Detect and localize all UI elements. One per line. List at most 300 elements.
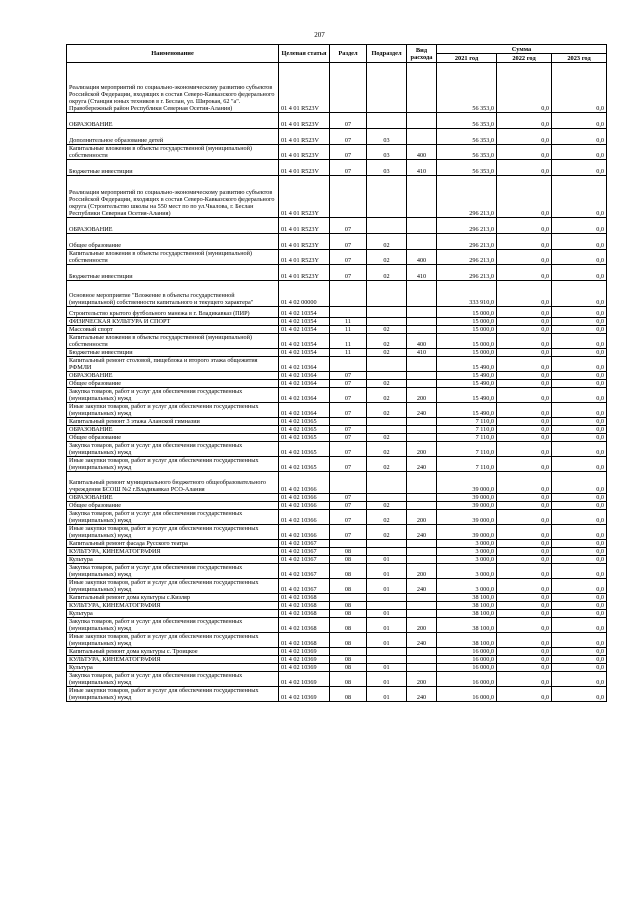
- cell-kind: 240: [407, 457, 437, 472]
- cell-subsection: 02: [367, 388, 407, 403]
- cell-kind: 400: [407, 145, 437, 160]
- cell-2022: 0,0: [497, 579, 552, 594]
- cell-target: 01 4 02 10366: [279, 525, 330, 540]
- cell-2023: 0,0: [552, 318, 607, 326]
- cell-section: [330, 63, 367, 113]
- cell-target: 01 4 02 10365: [279, 457, 330, 472]
- cell-section: 11: [330, 326, 367, 334]
- cell-subsection: 02: [367, 265, 407, 281]
- cell-2023: 0,0: [552, 472, 607, 494]
- cell-2022: 0,0: [497, 326, 552, 334]
- cell-2022: 0,0: [497, 281, 552, 307]
- cell-2022: 0,0: [497, 380, 552, 388]
- cell-subsection: 03: [367, 129, 407, 145]
- cell-kind: 240: [407, 525, 437, 540]
- cell-2021: 296 213,0: [437, 234, 497, 250]
- cell-name: Закупка товаров, работ и услуг для обеспечения государственных (муниципальных) нужд: [67, 442, 279, 457]
- cell-kind: 240: [407, 403, 437, 418]
- cell-2022: 0,0: [497, 63, 552, 113]
- table-row: [67, 426, 607, 434]
- cell-section: 11: [330, 349, 367, 357]
- cell-2023: 0,0: [552, 357, 607, 372]
- cell-2023: 0,0: [552, 265, 607, 281]
- cell-name: Иные закупки товаров, работ и услуг для обеспечения государственных (муниципальных) нужд: [67, 633, 279, 648]
- cell-kind: [407, 494, 437, 502]
- cell-section: 08: [330, 618, 367, 633]
- cell-target: 01 4 02 10364: [279, 357, 330, 372]
- cell-2023: 0,0: [552, 602, 607, 610]
- cell-2021: 7 110,0: [437, 426, 497, 434]
- cell-2021: 3 000,0: [437, 556, 497, 564]
- cell-target: 01 4 02 10364: [279, 403, 330, 418]
- cell-2022: 0,0: [497, 357, 552, 372]
- cell-2023: 0,0: [552, 403, 607, 418]
- cell-name: КУЛЬТУРА, КИНЕМАТОГРАФИЯ: [67, 602, 279, 610]
- table-row: [67, 265, 607, 281]
- cell-name: Основное мероприятие "Вложение в объекты государственной (муниципальной) собственности капитального и текущего характера": [67, 281, 279, 307]
- cell-name: Закупка товаров, работ и услуг для обеспечения государственных (муниципальных) нужд: [67, 618, 279, 633]
- cell-2021: 296 213,0: [437, 265, 497, 281]
- cell-2023: 0,0: [552, 372, 607, 380]
- cell-name: Дополнительное образование детей: [67, 129, 279, 145]
- cell-2023: 0,0: [552, 326, 607, 334]
- cell-2021: 15 490,0: [437, 372, 497, 380]
- cell-2023: 0,0: [552, 418, 607, 426]
- cell-2023: 0,0: [552, 494, 607, 502]
- cell-2023: 0,0: [552, 672, 607, 687]
- cell-kind: 200: [407, 388, 437, 403]
- cell-name: ОБРАЗОВАНИЕ: [67, 372, 279, 380]
- cell-section: 07: [330, 494, 367, 502]
- table-row: [67, 403, 607, 418]
- cell-2022: 0,0: [497, 457, 552, 472]
- cell-section: 11: [330, 334, 367, 349]
- cell-section: 07: [330, 145, 367, 160]
- cell-2022: 0,0: [497, 160, 552, 176]
- cell-2023: 0,0: [552, 687, 607, 702]
- cell-target: 01 4 02 10368: [279, 610, 330, 618]
- cell-subsection: 01: [367, 664, 407, 672]
- table-row: [67, 610, 607, 618]
- cell-target: 01 4 01 R523Y: [279, 176, 330, 218]
- cell-kind: 240: [407, 579, 437, 594]
- table-row: [67, 472, 607, 494]
- cell-2022: 0,0: [497, 472, 552, 494]
- cell-name: Капитальные вложения в объекты государственной (муниципальной) собственности: [67, 334, 279, 349]
- cell-name: Капитальный ремонт столовой, пищеблока и второго этажа общежития РФМЛИ: [67, 357, 279, 372]
- cell-kind: [407, 540, 437, 548]
- cell-kind: [407, 434, 437, 442]
- cell-name: Бюджетные инвестиции: [67, 160, 279, 176]
- cell-name: ОБРАЗОВАНИЕ: [67, 494, 279, 502]
- table-row: [67, 234, 607, 250]
- cell-name: Общее образование: [67, 234, 279, 250]
- cell-2023: 0,0: [552, 334, 607, 349]
- cell-2023: 0,0: [552, 388, 607, 403]
- cell-2022: 0,0: [497, 388, 552, 403]
- cell-2023: 0,0: [552, 502, 607, 510]
- cell-section: [330, 176, 367, 218]
- cell-target: 01 4 02 10369: [279, 672, 330, 687]
- cell-section: [330, 307, 367, 318]
- cell-2021: 56 353,0: [437, 145, 497, 160]
- cell-name: Капитальный ремонт муниципального бюджетного общеобразовательного учреждения БСОШ №2 г.Владикавказ РСО-Алания: [67, 472, 279, 494]
- cell-2021: 15 490,0: [437, 403, 497, 418]
- table-row: [67, 334, 607, 349]
- cell-2022: 0,0: [497, 113, 552, 129]
- cell-name: Капитальный ремонт фасада Русского театра: [67, 540, 279, 548]
- cell-subsection: 02: [367, 502, 407, 510]
- cell-target: 01 4 02 10369: [279, 687, 330, 702]
- header-2021: 2021 год: [437, 54, 497, 63]
- cell-subsection: [367, 594, 407, 602]
- cell-target: 01 4 02 10366: [279, 494, 330, 502]
- cell-2022: 0,0: [497, 510, 552, 525]
- cell-target: 01 4 01 R523Y: [279, 234, 330, 250]
- cell-kind: [407, 318, 437, 326]
- cell-name: Бюджетные инвестиции: [67, 349, 279, 357]
- cell-subsection: 02: [367, 525, 407, 540]
- cell-target: 01 4 01 R523Y: [279, 250, 330, 265]
- cell-target: 01 4 02 10364: [279, 372, 330, 380]
- cell-2022: 0,0: [497, 594, 552, 602]
- cell-2021: 39 000,0: [437, 494, 497, 502]
- cell-2022: 0,0: [497, 176, 552, 218]
- cell-section: [330, 594, 367, 602]
- cell-subsection: 02: [367, 334, 407, 349]
- cell-2021: 15 000,0: [437, 318, 497, 326]
- cell-2023: 0,0: [552, 525, 607, 540]
- cell-section: 07: [330, 380, 367, 388]
- cell-section: 07: [330, 234, 367, 250]
- cell-subsection: 03: [367, 145, 407, 160]
- cell-kind: [407, 129, 437, 145]
- cell-2021: 39 000,0: [437, 472, 497, 494]
- cell-target: 01 4 02 10354: [279, 349, 330, 357]
- table-row: [67, 494, 607, 502]
- table-row: [67, 564, 607, 579]
- cell-section: 07: [330, 426, 367, 434]
- cell-kind: [407, 113, 437, 129]
- cell-2022: 0,0: [497, 145, 552, 160]
- table-row: [67, 388, 607, 403]
- cell-name: Реализация мероприятий по социально-экономическому развитию субъектов Российской Федерации, входящих в состав Северо-Кавказского федерального округа (Строительство школы на 550 мест по по ул.Чкалова, г. Беслан Республики Северная Осетия-Алания): [67, 176, 279, 218]
- cell-subsection: 01: [367, 618, 407, 633]
- table-row: [67, 510, 607, 525]
- cell-kind: [407, 426, 437, 434]
- cell-target: 01 4 01 R523V: [279, 145, 330, 160]
- table-row: [67, 281, 607, 307]
- table-row: [67, 349, 607, 357]
- cell-section: 07: [330, 525, 367, 540]
- cell-2021: 3 000,0: [437, 579, 497, 594]
- cell-2021: 3 000,0: [437, 564, 497, 579]
- cell-section: 07: [330, 218, 367, 234]
- cell-section: 08: [330, 564, 367, 579]
- cell-2022: 0,0: [497, 633, 552, 648]
- table-row: [67, 434, 607, 442]
- cell-2021: 15 490,0: [437, 357, 497, 372]
- cell-2021: 15 490,0: [437, 380, 497, 388]
- cell-2023: 0,0: [552, 579, 607, 594]
- cell-2022: 0,0: [497, 234, 552, 250]
- table-row: [67, 63, 607, 113]
- cell-2021: 16 000,0: [437, 664, 497, 672]
- cell-2022: 0,0: [497, 656, 552, 664]
- cell-kind: [407, 594, 437, 602]
- cell-2023: 0,0: [552, 510, 607, 525]
- cell-2021: 15 490,0: [437, 388, 497, 403]
- cell-2022: 0,0: [497, 334, 552, 349]
- cell-name: Иные закупки товаров, работ и услуг для обеспечения государственных (муниципальных) нужд: [67, 457, 279, 472]
- budget-table: [66, 44, 607, 702]
- cell-2022: 0,0: [497, 548, 552, 556]
- cell-name: Иные закупки товаров, работ и услуг для обеспечения государственных (муниципальных) нужд: [67, 525, 279, 540]
- cell-section: 07: [330, 372, 367, 380]
- cell-section: 08: [330, 633, 367, 648]
- cell-section: [330, 357, 367, 372]
- cell-subsection: 02: [367, 403, 407, 418]
- header-target: Целевая статья: [279, 45, 330, 63]
- cell-2021: 56 353,0: [437, 63, 497, 113]
- cell-name: Культура: [67, 664, 279, 672]
- table-row: [67, 525, 607, 540]
- cell-target: 01 4 02 10354: [279, 334, 330, 349]
- cell-name: Строительство крытого футбольного манежа в г. Владикавказ (ПИР): [67, 307, 279, 318]
- header-2022: 2022 год: [497, 54, 552, 63]
- cell-kind: [407, 218, 437, 234]
- cell-2023: 0,0: [552, 113, 607, 129]
- cell-subsection: 02: [367, 434, 407, 442]
- cell-kind: [407, 602, 437, 610]
- cell-target: 01 4 02 10366: [279, 502, 330, 510]
- cell-name: Культура: [67, 610, 279, 618]
- cell-2021: 16 000,0: [437, 687, 497, 702]
- cell-2022: 0,0: [497, 434, 552, 442]
- cell-target: 01 4 02 10354: [279, 318, 330, 326]
- cell-2022: 0,0: [497, 502, 552, 510]
- cell-section: 07: [330, 434, 367, 442]
- table-row: [67, 318, 607, 326]
- cell-2022: 0,0: [497, 672, 552, 687]
- cell-2023: 0,0: [552, 548, 607, 556]
- cell-kind: [407, 281, 437, 307]
- cell-subsection: [367, 426, 407, 434]
- cell-target: 01 4 01 R523Y: [279, 265, 330, 281]
- cell-2022: 0,0: [497, 372, 552, 380]
- cell-name: Культура: [67, 556, 279, 564]
- cell-2021: 7 110,0: [437, 442, 497, 457]
- cell-name: ОБРАЗОВАНИЕ: [67, 218, 279, 234]
- cell-kind: 200: [407, 618, 437, 633]
- cell-name: Капитальный ремонт 3 этажа Аланской гимназии: [67, 418, 279, 426]
- cell-2023: 0,0: [552, 656, 607, 664]
- cell-2021: 16 000,0: [437, 656, 497, 664]
- cell-name: Капитальный ремонт дома культуры с. Троицкое: [67, 648, 279, 656]
- table-row: [67, 502, 607, 510]
- header-subsection: Подраздел: [367, 45, 407, 63]
- table-body: [67, 63, 607, 702]
- cell-name: Капитальные вложения в объекты государственной (муниципальной) собственности: [67, 250, 279, 265]
- table-row: [67, 380, 607, 388]
- cell-2022: 0,0: [497, 218, 552, 234]
- cell-kind: [407, 656, 437, 664]
- cell-target: 01 4 02 10364: [279, 380, 330, 388]
- cell-2021: 38 100,0: [437, 618, 497, 633]
- cell-subsection: 01: [367, 672, 407, 687]
- cell-2023: 0,0: [552, 648, 607, 656]
- cell-target: 01 4 02 10364: [279, 388, 330, 403]
- cell-target: 01 4 02 10366: [279, 472, 330, 494]
- table-row: [67, 250, 607, 265]
- table-row: [67, 618, 607, 633]
- header-kind: Вид расхода: [407, 45, 437, 63]
- cell-2022: 0,0: [497, 265, 552, 281]
- cell-2023: 0,0: [552, 349, 607, 357]
- cell-kind: 200: [407, 510, 437, 525]
- cell-2021: 333 910,0: [437, 281, 497, 307]
- cell-name: КУЛЬТУРА, КИНЕМАТОГРАФИЯ: [67, 656, 279, 664]
- cell-kind: 410: [407, 160, 437, 176]
- cell-2021: 38 100,0: [437, 633, 497, 648]
- cell-kind: [407, 234, 437, 250]
- cell-section: 07: [330, 442, 367, 457]
- cell-kind: 400: [407, 250, 437, 265]
- table-row: [67, 664, 607, 672]
- cell-section: 08: [330, 548, 367, 556]
- cell-2023: 0,0: [552, 160, 607, 176]
- cell-2023: 0,0: [552, 145, 607, 160]
- table-row: [67, 548, 607, 556]
- cell-name: Закупка товаров, работ и услуг для обеспечения государственных (муниципальных) нужд: [67, 510, 279, 525]
- table-row: [67, 579, 607, 594]
- cell-2023: 0,0: [552, 540, 607, 548]
- cell-2023: 0,0: [552, 633, 607, 648]
- cell-target: 01 4 02 10367: [279, 556, 330, 564]
- cell-2021: 15 000,0: [437, 326, 497, 334]
- cell-name: Общее образование: [67, 380, 279, 388]
- cell-name: ОБРАЗОВАНИЕ: [67, 113, 279, 129]
- cell-subsection: 01: [367, 687, 407, 702]
- cell-target: 01 4 02 10367: [279, 548, 330, 556]
- cell-kind: 240: [407, 633, 437, 648]
- cell-subsection: [367, 113, 407, 129]
- cell-2021: 15 000,0: [437, 307, 497, 318]
- cell-2023: 0,0: [552, 664, 607, 672]
- cell-section: [330, 281, 367, 307]
- cell-target: 01 4 02 10369: [279, 656, 330, 664]
- cell-subsection: 01: [367, 579, 407, 594]
- cell-subsection: 03: [367, 160, 407, 176]
- cell-2023: 0,0: [552, 234, 607, 250]
- cell-target: 01 4 02 10367: [279, 579, 330, 594]
- cell-2021: 56 353,0: [437, 129, 497, 145]
- cell-2023: 0,0: [552, 250, 607, 265]
- cell-section: 07: [330, 403, 367, 418]
- cell-target: 01 4 02 10365: [279, 418, 330, 426]
- cell-2022: 0,0: [497, 648, 552, 656]
- cell-subsection: [367, 281, 407, 307]
- cell-section: [330, 472, 367, 494]
- cell-subsection: 02: [367, 326, 407, 334]
- cell-2022: 0,0: [497, 418, 552, 426]
- cell-2021: 15 000,0: [437, 349, 497, 357]
- cell-section: [330, 648, 367, 656]
- cell-2022: 0,0: [497, 618, 552, 633]
- cell-section: 07: [330, 502, 367, 510]
- table-row: [67, 372, 607, 380]
- cell-name: Реализация мероприятий по социально-экономическому развитию субъектов Российской Федерации, входящих в состав Северо-Кавказского федерального округа (Станция юных техников в г. Беслан, ул. Широкая, 62 "а". Правобережный район Республики Северная Осетия-Алания): [67, 63, 279, 113]
- cell-target: 01 4 02 10368: [279, 618, 330, 633]
- cell-target: 01 4 02 10354: [279, 326, 330, 334]
- cell-target: 01 4 02 10368: [279, 633, 330, 648]
- cell-kind: [407, 556, 437, 564]
- cell-kind: 200: [407, 564, 437, 579]
- cell-2021: 39 000,0: [437, 510, 497, 525]
- cell-2021: 296 213,0: [437, 250, 497, 265]
- header-sum: Сумма: [437, 45, 607, 54]
- cell-target: 01 4 01 R523V: [279, 63, 330, 113]
- cell-2021: 16 000,0: [437, 648, 497, 656]
- cell-subsection: 02: [367, 442, 407, 457]
- cell-section: [330, 540, 367, 548]
- table-row: [67, 307, 607, 318]
- cell-target: 01 4 02 10367: [279, 540, 330, 548]
- cell-2022: 0,0: [497, 250, 552, 265]
- table-row: [67, 672, 607, 687]
- cell-2021: 3 000,0: [437, 540, 497, 548]
- cell-name: Бюджетные инвестиции: [67, 265, 279, 281]
- cell-kind: 200: [407, 672, 437, 687]
- cell-subsection: [367, 494, 407, 502]
- cell-2023: 0,0: [552, 442, 607, 457]
- cell-2022: 0,0: [497, 610, 552, 618]
- cell-2021: 15 000,0: [437, 334, 497, 349]
- cell-subsection: 02: [367, 510, 407, 525]
- cell-name: Общее образование: [67, 502, 279, 510]
- cell-2021: 16 000,0: [437, 672, 497, 687]
- page-number: 207: [314, 31, 325, 39]
- cell-2023: 0,0: [552, 556, 607, 564]
- cell-subsection: [367, 218, 407, 234]
- cell-2023: 0,0: [552, 426, 607, 434]
- cell-kind: 410: [407, 265, 437, 281]
- cell-subsection: [367, 357, 407, 372]
- cell-section: 08: [330, 672, 367, 687]
- cell-section: 07: [330, 388, 367, 403]
- cell-section: 07: [330, 129, 367, 145]
- cell-kind: [407, 63, 437, 113]
- cell-2022: 0,0: [497, 318, 552, 326]
- header-name: Наименование: [67, 45, 279, 63]
- cell-subsection: [367, 418, 407, 426]
- cell-name: Закупка товаров, работ и услуг для обеспечения государственных (муниципальных) нужд: [67, 564, 279, 579]
- cell-target: 01 4 02 10365: [279, 434, 330, 442]
- cell-subsection: 01: [367, 556, 407, 564]
- cell-subsection: [367, 602, 407, 610]
- cell-subsection: [367, 372, 407, 380]
- cell-kind: [407, 610, 437, 618]
- cell-subsection: 01: [367, 633, 407, 648]
- table-row: [67, 656, 607, 664]
- cell-2021: 7 110,0: [437, 457, 497, 472]
- cell-target: 01 4 02 10368: [279, 594, 330, 602]
- cell-target: 01 4 02 10354: [279, 307, 330, 318]
- table-row: [67, 176, 607, 218]
- table-row: [67, 442, 607, 457]
- cell-2021: 296 213,0: [437, 218, 497, 234]
- cell-section: 08: [330, 656, 367, 664]
